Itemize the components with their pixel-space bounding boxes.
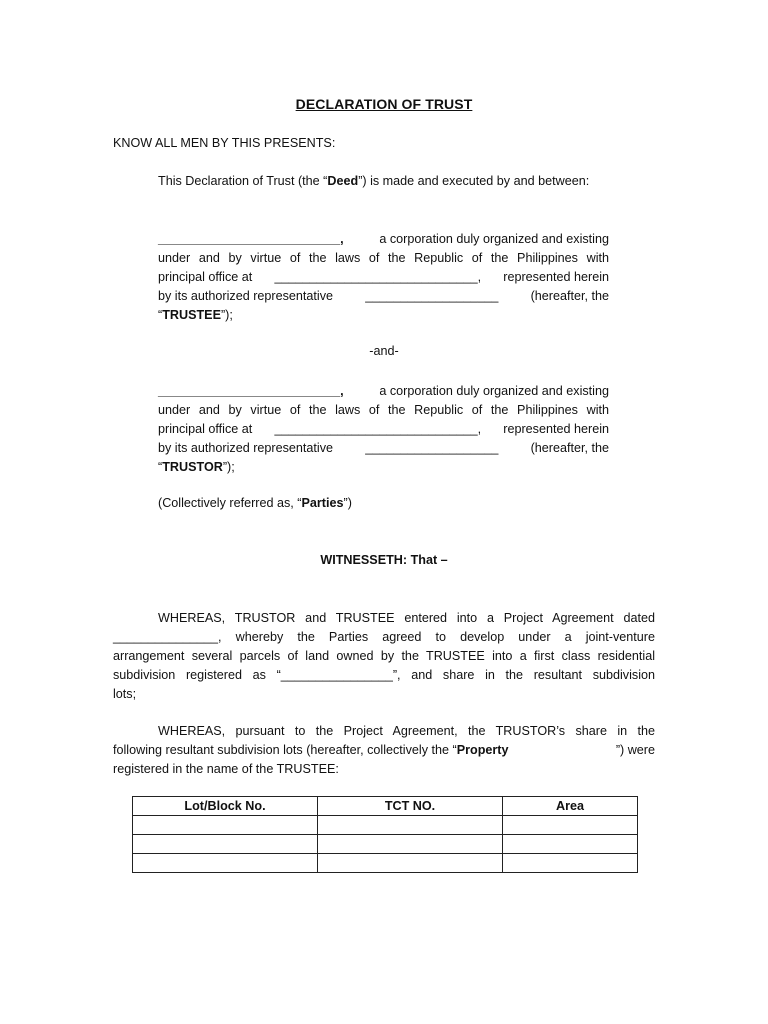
party-line	[158, 382, 609, 401]
intro-post: ”) is made and executed by and between:	[358, 174, 590, 188]
property-table	[132, 796, 638, 873]
table-cell	[318, 854, 503, 873]
table-cell	[133, 854, 318, 873]
trustor-term: TRUSTOR	[162, 460, 223, 474]
table-row	[133, 816, 638, 835]
column-header-tct-no: TCT NO.	[318, 797, 503, 816]
trustee-term: TRUSTEE	[162, 308, 221, 322]
party-line: under and by virtue of the laws of the Republic of the Philippines with	[158, 251, 609, 265]
paragraph-line	[113, 741, 655, 760]
representative-blank: ___________________	[365, 441, 499, 455]
collectively-pre: (Collectively referred as, “	[158, 496, 302, 510]
representative-blank: ___________________	[365, 289, 499, 303]
paragraph-line: lots;	[113, 687, 137, 701]
intro-pre: This Declaration of Trust (the “	[158, 174, 328, 188]
column-header-area: Area	[503, 797, 638, 816]
paragraph-text: following resultant subdivision lots (hereafter, collectively the “	[113, 743, 457, 757]
party-line	[158, 420, 609, 439]
party-text: represented herein	[503, 270, 609, 284]
party-text: ”);	[220, 308, 233, 322]
table-row	[133, 854, 638, 873]
table-row	[133, 835, 638, 854]
party-line	[158, 268, 609, 287]
whereas-paragraph-1	[113, 609, 655, 704]
table-cell	[318, 835, 503, 854]
trustor-party-block	[158, 382, 609, 477]
whereas-paragraph-2	[113, 722, 655, 779]
name-blank: __________________________,	[158, 232, 344, 246]
party-text: by its authorized representative	[158, 441, 334, 455]
collectively-post: ”)	[343, 496, 352, 510]
document-title: DECLARATION OF TRUST	[295, 96, 473, 112]
paragraph-line: registered in the name of the TRUSTEE:	[113, 762, 339, 776]
party-line	[158, 306, 609, 325]
party-text: principal office at	[158, 422, 253, 436]
party-line	[158, 287, 609, 306]
party-line: under and by virtue of the laws of the Republic of the Philippines with	[158, 403, 609, 417]
party-line	[158, 439, 609, 458]
witnesseth-heading: WITNESSETH: That –	[320, 553, 448, 567]
party-text: by its authorized representative	[158, 289, 334, 303]
party-text: principal office at	[158, 270, 253, 284]
address-blank: _____________________________,	[274, 270, 482, 284]
party-text: “	[158, 308, 163, 322]
party-line	[158, 230, 609, 249]
party-text: a corporation duly organized and existing	[379, 232, 609, 246]
paragraph-line: WHEREAS, TRUSTOR and TRUSTEE entered into a Project Agreement dated	[158, 611, 655, 625]
paragraph-line: WHEREAS, pursuant to the Project Agreement, the TRUSTOR’s share in the	[158, 724, 655, 738]
trustee-party-block	[158, 230, 609, 325]
collectively-line	[158, 496, 352, 510]
party-text: ”);	[222, 460, 235, 474]
party-text: (hereafter, the	[530, 289, 609, 303]
table-cell	[503, 854, 638, 873]
intro-term: Deed	[327, 174, 359, 188]
table-cell	[503, 816, 638, 835]
address-blank: _____________________________,	[274, 422, 482, 436]
name-blank: __________________________,	[158, 384, 344, 398]
know-all-heading: KNOW ALL MEN BY THIS PRESENTS:	[113, 136, 336, 150]
party-line	[158, 458, 609, 477]
table-cell	[503, 835, 638, 854]
table-cell	[133, 835, 318, 854]
table-cell	[133, 816, 318, 835]
paragraph-line: arrangement several parcels of land owned by the TRUSTEE into a first class residential	[113, 649, 655, 663]
intro-paragraph	[158, 174, 589, 188]
table-cell	[318, 816, 503, 835]
party-text: (hereafter, the	[530, 441, 609, 455]
party-text: represented herein	[503, 422, 609, 436]
parties-term: Parties	[301, 496, 344, 510]
column-header-lot-block: Lot/Block No.	[133, 797, 318, 816]
paragraph-line: subdivision registered as “________________”, and share in the resultant subdivision	[113, 668, 655, 682]
paragraph-text: ”) were	[615, 743, 655, 757]
table-header-row	[133, 797, 638, 816]
paragraph-line: _______________, whereby the Parties agreed to develop under a joint-venture	[113, 630, 655, 644]
party-text: a corporation duly organized and existing	[379, 384, 609, 398]
property-term: Property	[456, 743, 509, 757]
and-separator: -and-	[369, 344, 399, 358]
party-text: “	[158, 460, 163, 474]
